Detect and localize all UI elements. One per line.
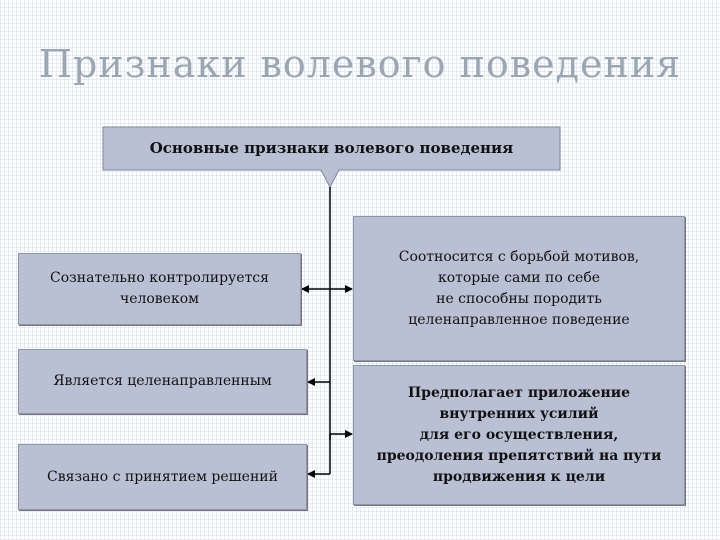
left-box-conscious-control: Сознательно контролируется человеком — [18, 253, 301, 325]
header-box: Основные признаки волевого поведения — [149, 139, 514, 157]
left-box-purposeful: Является целенаправленным — [18, 349, 307, 414]
right-box-inner-effort: Предполагает приложение внутренних усилий для его осуществления, преодоления препятствий на пути продвижения к цели — [353, 365, 685, 505]
page-title: Признаки волевого поведения — [38, 42, 682, 86]
left-box-decision-making: Связано с принятием решений — [18, 444, 307, 510]
right-box-motive-struggle: Соотносится с борьбой мотивов, которые сами по себе не способны породить целенаправленное поведение — [353, 216, 685, 361]
